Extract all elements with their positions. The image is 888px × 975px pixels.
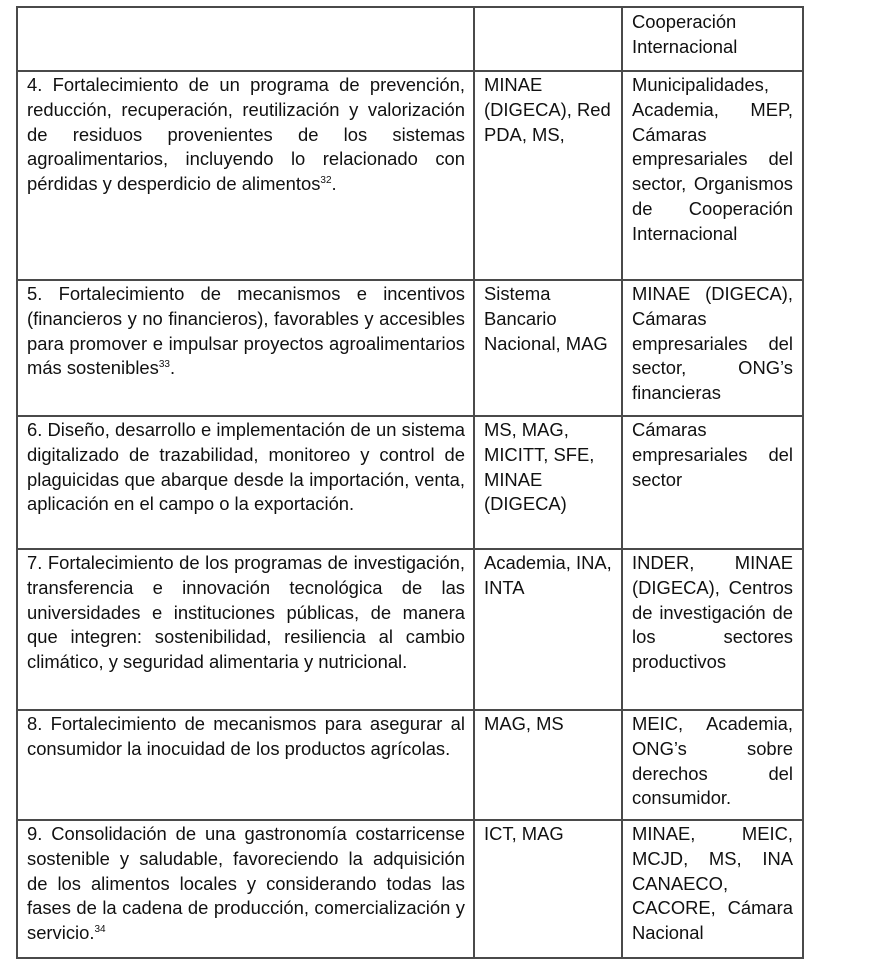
- support-institutions-text: Cooperación Internacional: [632, 11, 738, 57]
- table-row: [17, 710, 803, 820]
- action-cell: [17, 416, 474, 549]
- action-cell: [17, 71, 474, 280]
- action-cell: [17, 549, 474, 710]
- action-text: 7. Fortalecimiento de los programas de investigación, transferencia e innovación tecnológica de las universidades e instituciones públicas, de manera que integren: sostenibilidad, resiliencia al cambio climático, y seguridad alimentaria y nutricional.: [27, 552, 465, 673]
- lead-institutions-text: Academia, INA, INTA: [484, 552, 612, 598]
- action-text: 6. Diseño, desarrollo e implementación de un sistema digitalizado de trazabilidad, monitoreo y control de plaguicidas que abarque desde la importación, venta, aplicación en el campo o la exportación.: [27, 419, 465, 515]
- table-row: [17, 71, 803, 280]
- lead-institutions-cell: [474, 710, 622, 820]
- footnote-ref: 33: [158, 359, 170, 371]
- action-cell: [17, 820, 474, 958]
- table-row: [17, 820, 803, 958]
- lead-institutions-cell: [474, 7, 622, 71]
- lead-institutions-text: Sistema Bancario Nacional, MAG: [484, 283, 608, 354]
- action-text: 9. Consolidación de una gastronomía costarricense sostenible y saludable, favoreciendo la adquisición de los alimentos locales y considerando todas las fases de la cadena de producción, comercialización y servicio.: [27, 823, 465, 944]
- support-institutions-cell: [622, 416, 803, 549]
- support-institutions-text: Municipalidades, Academia, MEP, Cámaras empresariales del sector, Organismos de Cooperación Internacional: [632, 74, 793, 244]
- support-institutions-cell: [622, 71, 803, 280]
- table-row: [17, 280, 803, 416]
- action-text: 4. Fortalecimiento de un programa de prevención, reducción, recuperación, reutilización y valorización de residuos provenientes de los sistemas agroalimentarios, incluyendo lo relacionado con pérdidas y desperdicio de alimentos: [27, 74, 465, 195]
- lead-institutions-text: MINAE (DIGECA), Red PDA, MS,: [484, 74, 611, 145]
- action-text-end: .: [331, 173, 337, 195]
- lead-institutions-cell: [474, 416, 622, 549]
- action-text: 8. Fortalecimiento de mecanismos para asegurar al consumidor la inocuidad de los productos agrícolas.: [27, 713, 465, 759]
- support-institutions-cell: [622, 710, 803, 820]
- footnote-ref: 32: [320, 175, 332, 187]
- action-text: 5. Fortalecimiento de mecanismos e incentivos (financieros y no financieros), favorables y accesibles para promover e impulsar proyectos agroalimentarios más sostenibles: [27, 283, 465, 379]
- action-cell: [17, 710, 474, 820]
- table-row: [17, 416, 803, 549]
- action-cell: [17, 7, 474, 71]
- support-institutions-text: MINAE (DIGECA), Cámaras empresariales del sector, ONG’s financieras: [632, 283, 793, 404]
- support-institutions-text: Cámaras empresariales del sector: [632, 419, 793, 490]
- support-institutions-cell: [622, 7, 803, 71]
- support-institutions-text: MEIC, Academia, ONG’s sobre derechos del consumidor.: [632, 713, 793, 809]
- support-institutions-text: INDER, MINAE (DIGECA), Centros de investigación de los sectores productivos: [632, 552, 793, 673]
- lead-institutions-cell: [474, 820, 622, 958]
- lead-institutions-text: MAG, MS: [484, 713, 564, 734]
- table-row: [17, 549, 803, 710]
- lead-institutions-text: ICT, MAG: [484, 823, 564, 844]
- footnote-ref: 34: [94, 924, 106, 936]
- support-institutions-cell: [622, 820, 803, 958]
- action-text-end: .: [170, 357, 176, 379]
- support-institutions-cell: [622, 280, 803, 416]
- support-institutions-cell: [622, 549, 803, 710]
- lead-institutions-text: MS, MAG, MICITT, SFE, MINAE (DIGECA): [484, 419, 595, 515]
- lead-institutions-cell: [474, 71, 622, 280]
- action-cell: [17, 280, 474, 416]
- lead-institutions-cell: [474, 549, 622, 710]
- support-institutions-text: MINAE, MEIC, MCJD, MS, INA CANAECO, CACORE, Cámara Nacional: [632, 823, 793, 944]
- table-row: [17, 7, 803, 71]
- actions-table: [16, 6, 804, 959]
- lead-institutions-cell: [474, 280, 622, 416]
